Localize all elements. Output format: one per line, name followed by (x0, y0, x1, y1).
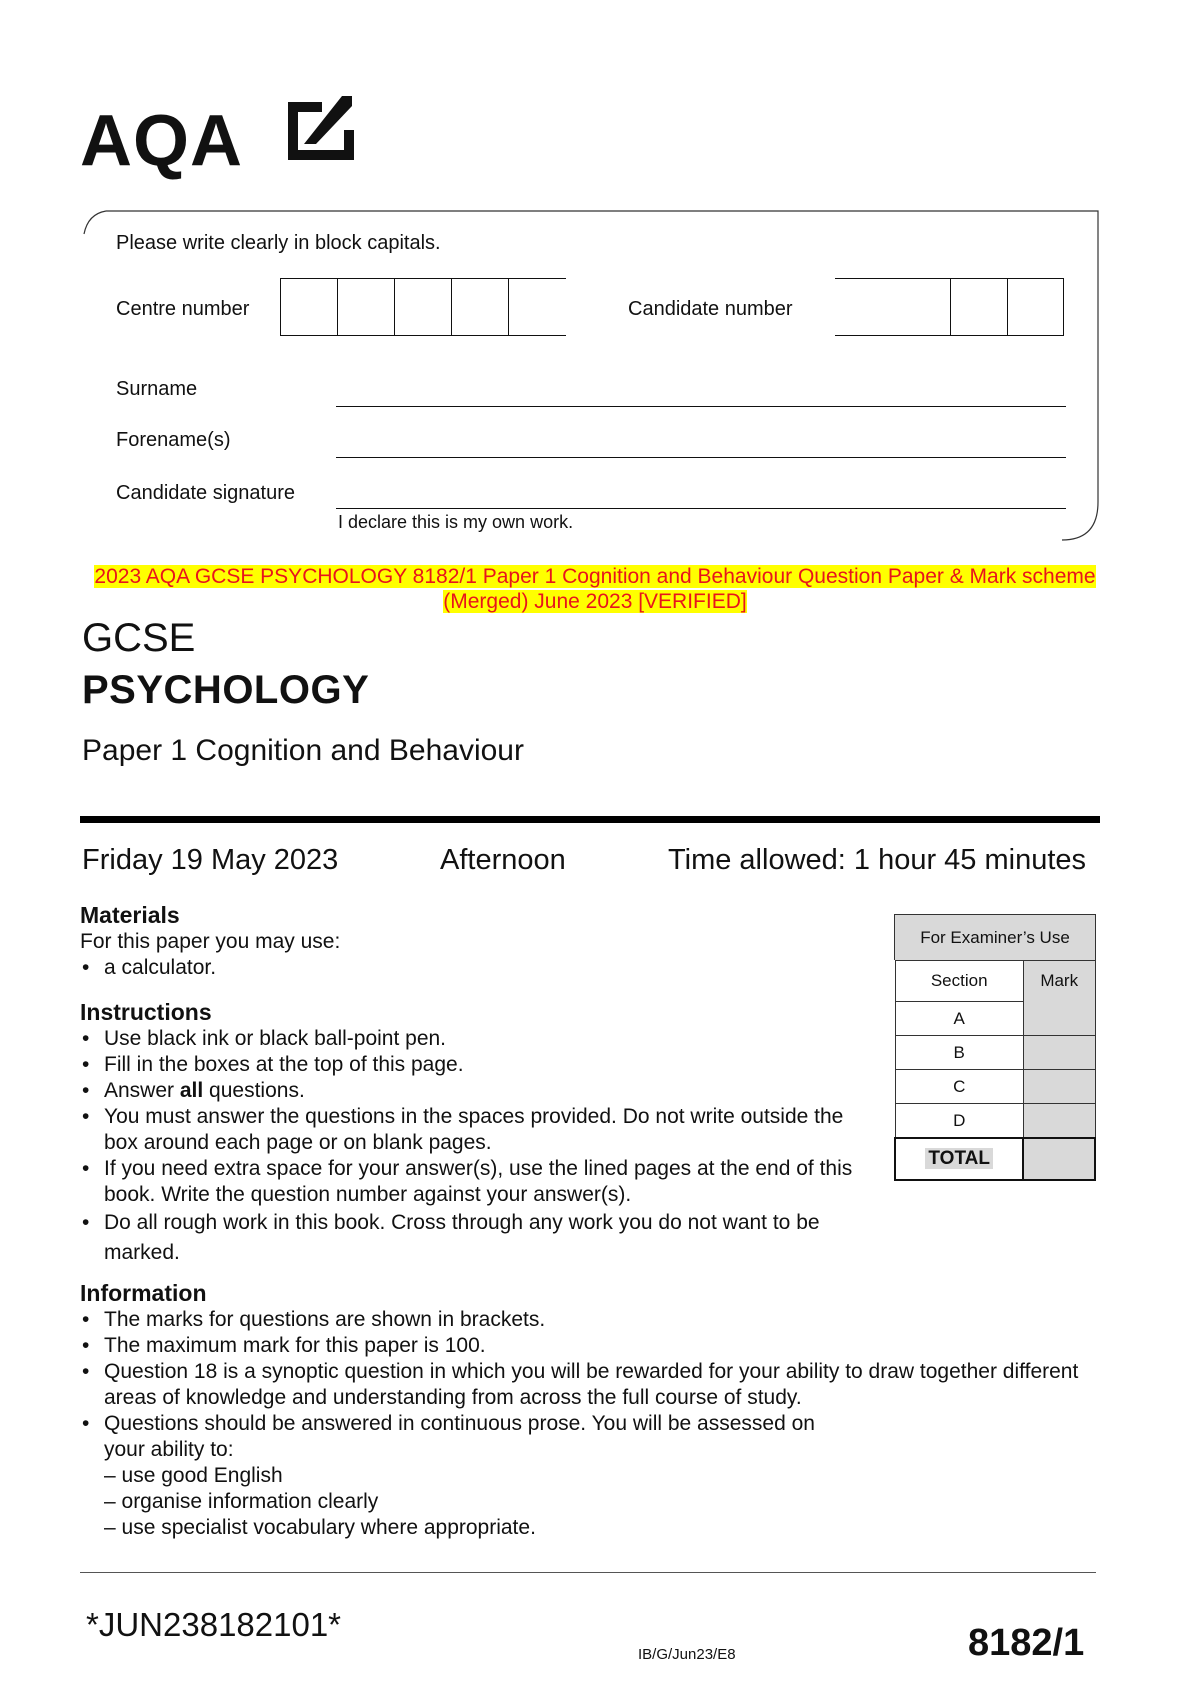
time-allowed: Time allowed: 1 hour 45 minutes (668, 844, 1087, 876)
aqa-tick-icon (282, 92, 354, 164)
exam-date: Friday 19 May 2023 (82, 844, 339, 876)
section-row-label: B (895, 1036, 1023, 1070)
assessment-criteria-list (80, 1463, 1080, 1541)
centre-number-digit[interactable] (451, 279, 508, 335)
information-list (80, 1307, 1080, 1463)
centre-number-label: Centre number (116, 298, 250, 320)
list-item: • Do all rough work in this book. Cross through any work you do not want to be marked. (80, 1208, 870, 1268)
emphasis-text: all (179, 1079, 204, 1102)
list-item: – use specialist vocabulary where appropriate. (104, 1516, 536, 1539)
list-item: • The marks for questions are shown in brackets. (80, 1307, 1080, 1333)
paper-code: 8182/1 (968, 1622, 1085, 1664)
candidate-number-digit[interactable] (950, 279, 1007, 335)
section-row-label: D (895, 1104, 1023, 1139)
information-heading: Information (80, 1280, 207, 1306)
centre-number-digit[interactable] (337, 279, 394, 335)
list-item: • You must answer the questions in the spaces provided. Do not write outside the box around each page or on blank pages. (80, 1104, 870, 1156)
subject-title: PSYCHOLOGY (82, 668, 370, 712)
exam-session: Afternoon (440, 844, 566, 876)
materials-section (80, 902, 870, 981)
mark-cell (1023, 1036, 1095, 1070)
section-row-label: C (895, 1070, 1023, 1104)
banner-text: 2023 AQA GCSE PSYCHOLOGY 8182/1 Paper 1 Cognition and Behaviour Question Paper & Mark scheme (Merged) June 2023 [VERIFIED] (94, 565, 1096, 613)
list-item (80, 1078, 870, 1104)
materials-list (80, 955, 870, 981)
information-section (80, 1280, 1080, 1541)
surname-field[interactable] (336, 406, 1066, 407)
signature-field[interactable] (336, 508, 1066, 509)
list-item: • Questions should be answered in continuous prose. You will be assessed on your ability to: (80, 1411, 824, 1463)
list-item: • Fill in the boxes at the top of this page. (80, 1052, 870, 1078)
logo-text: AQA (80, 101, 243, 181)
list-item: • Question 18 is a synoptic question in which you will be rewarded for your ability to draw together different areas of knowledge and understanding from across the full course of study. (80, 1359, 1080, 1411)
signature-label: Candidate signature (116, 482, 296, 504)
total-mark-cell (1023, 1138, 1095, 1180)
centre-number-boxes[interactable] (280, 278, 566, 336)
candidate-details-box (82, 210, 1099, 542)
candidate-number-digit[interactable] (1007, 279, 1064, 335)
paper-title: Paper 1 Cognition and Behaviour (82, 734, 524, 767)
paper-reference: IB/G/Jun23/E8 (638, 1646, 736, 1663)
barcode-text: *JUN238182101* (86, 1606, 342, 1643)
forename-label: Forename(s) (116, 429, 231, 451)
surname-label: Surname (116, 378, 198, 400)
materials-intro: For this paper you may use: (80, 930, 341, 953)
mark-cell (1023, 1104, 1095, 1139)
block-capitals-instruction: Please write clearly in block capitals. (116, 232, 441, 254)
examiner-table-title: For Examiner’s Use (894, 914, 1096, 960)
list-item: • The maximum mark for this paper is 100. (80, 1333, 1080, 1359)
total-label: TOTAL (925, 1148, 993, 1169)
list-item: • Use black ink or black ball-point pen. (80, 1026, 870, 1052)
instructions-section (80, 999, 870, 1268)
candidate-number-digit[interactable] (835, 279, 950, 335)
list-item: • a calculator. (80, 955, 870, 981)
title-divider (80, 816, 1100, 823)
list-item: • If you need extra space for your answer(s), use the lined pages at the end of this book. Write the question number against your answer(s). (80, 1156, 870, 1208)
text-segment: Answer (104, 1079, 180, 1102)
examiner-marks-grid (894, 960, 1096, 1181)
candidate-number-label: Candidate number (628, 298, 793, 320)
declaration-text: I declare this is my own work. (338, 512, 574, 532)
candidate-number-boxes[interactable] (835, 278, 1064, 336)
qualification-title: GCSE (82, 616, 196, 660)
mark-column-header: Mark (1023, 961, 1095, 1036)
instructions-list (80, 1026, 870, 1268)
text-segment: questions. (203, 1079, 305, 1102)
section-row-label: A (895, 1002, 1023, 1036)
instructions-heading: Instructions (80, 999, 212, 1025)
list-item: – organise information clearly (104, 1490, 379, 1513)
footer-divider (80, 1572, 1096, 1573)
highlighted-banner (80, 564, 1110, 614)
forename-field[interactable] (336, 457, 1066, 458)
total-label-cell (895, 1138, 1023, 1180)
materials-heading: Materials (80, 902, 180, 928)
examiner-use-table (894, 914, 1096, 1181)
mark-cell (1023, 1070, 1095, 1104)
list-item: – use good English (104, 1464, 283, 1487)
centre-number-digit[interactable] (394, 279, 451, 335)
centre-number-digit[interactable] (508, 279, 566, 335)
centre-number-digit[interactable] (280, 279, 337, 335)
section-column-header: Section (895, 961, 1023, 1002)
